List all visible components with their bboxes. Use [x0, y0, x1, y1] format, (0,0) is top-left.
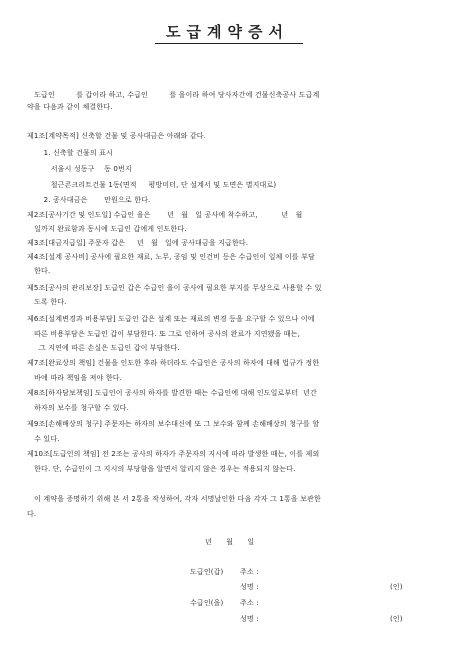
article-line-4: 철근콘크리트건물 1동(면적 평방미터, 단 설계서 및 도면은 별지대로)	[27, 181, 277, 189]
article-line-10: 한다.	[27, 267, 51, 275]
page-title: 도급계약증서	[166, 23, 289, 41]
article-line-9: 제4조[설계 공사비] 공사에 필요한 재료, 노무, 공임 및 인건비 등은 수급인이 일체 이를 부담	[27, 253, 315, 261]
article-line-15: 그 지연에 따른 손실은 도급인 갑이 부담한다.	[27, 344, 180, 352]
contractor-seal: (인)	[390, 583, 403, 591]
article-line-12: 도록 한다.	[27, 298, 67, 306]
article-line-21: 수 있다.	[27, 435, 60, 443]
article-line-23: 한다. 단, 수급인이 그 지시의 부당함을 알면서 알리지 않은 경우는 적용되지 않는다.	[27, 465, 296, 473]
title-underline	[155, 43, 303, 44]
intro-line-1: 도급인 를 갑이라 하고, 수급인 를 을이라 하여 당사자간에 건물신축공사 도급계	[27, 91, 320, 99]
article-line-11: 제5조[공사의 관리보장] 도급인 갑은 수급인 을이 공사에 필요한 부지를 무상으로 사용할 수 있	[27, 284, 322, 292]
article-line-16: 제7조[완료상의 책임] 건물을 인도한 후라 하더라도 수급인은 공사의 하자에 대해 법규가 정한	[27, 359, 320, 367]
article-line-19: 하자의 보수를 청구할 수 있다.	[27, 404, 129, 412]
article-line-18: 제8조[하자담보책임] 도급인이 공사의 하자를 발견한 때는 수급인에 대해 인도일로부터 년간	[27, 389, 317, 397]
article-line-2: 1. 신축할 건물의 표시	[27, 149, 114, 157]
article-line-1: 제1조[계약목적] 신축할 건물 및 공사대금은 아래와 같다.	[27, 132, 207, 140]
article-line-8: 제3조[대금지급일] 주문자 갑은 년 월 일에 공사대금을 지급한다.	[27, 239, 249, 247]
article-line-6: 제2조[공사기간 및 인도일] 수급인 을은 년 월 일 공사에 착수하고, 년 월	[27, 211, 303, 219]
contractor-name-label: 성명 :	[240, 583, 259, 591]
closing-line-1: 이 계약을 증명하기 위해 본 서 2통을 작성하여, 각자 서명날인한 다음 각자 그 1통을 보관한	[27, 495, 321, 503]
subcontractor-seal: (인)	[390, 615, 403, 623]
article-line-14: 따른 비용부담은 도급인 갑이 부담한다. 또 그로 인하여 공사의 완료가 지연됐을 때는,	[27, 330, 301, 338]
subcontractor-address-label: 주소 :	[240, 599, 259, 607]
article-line-13: 제6조[설계변경과 비용부담] 도급인 갑은 설계 또는 재료의 변경 등을 요구할 수 있으나 이에	[27, 315, 315, 323]
subcontractor-label: 수급인(을)	[190, 599, 224, 607]
contractor-address-label: 주소 :	[240, 568, 259, 576]
article-line-22: 제10조[도급인의 책임] 전 2조는 공사의 하자가 주문자의 지시에 따라 발생한 때는, 이를 제외	[27, 450, 320, 458]
signing-date: 년 월 일	[205, 538, 255, 546]
closing-line-2: 다.	[27, 510, 37, 518]
article-line-7: 일까지 완료함과 동시에 도급인 갑에게 인도한다.	[27, 225, 187, 233]
article-line-17: 바에 따라 책임을 져야 한다.	[27, 374, 123, 382]
article-line-3: 서울시 성동구 동 0번지	[27, 165, 132, 173]
subcontractor-name-label: 성명 :	[240, 615, 259, 623]
article-line-5: 2. 공사대금은 만원으로 한다.	[27, 196, 151, 204]
contractor-label: 도급인(갑)	[190, 568, 224, 576]
intro-line-2: 약을 다음과 같이 체결한다.	[27, 103, 113, 111]
article-line-20: 제9조[손해배상의 청구] 주문자는 하자의 보수대신에 또 그 보수와 함께 손해배상의 청구를 할	[27, 420, 320, 428]
